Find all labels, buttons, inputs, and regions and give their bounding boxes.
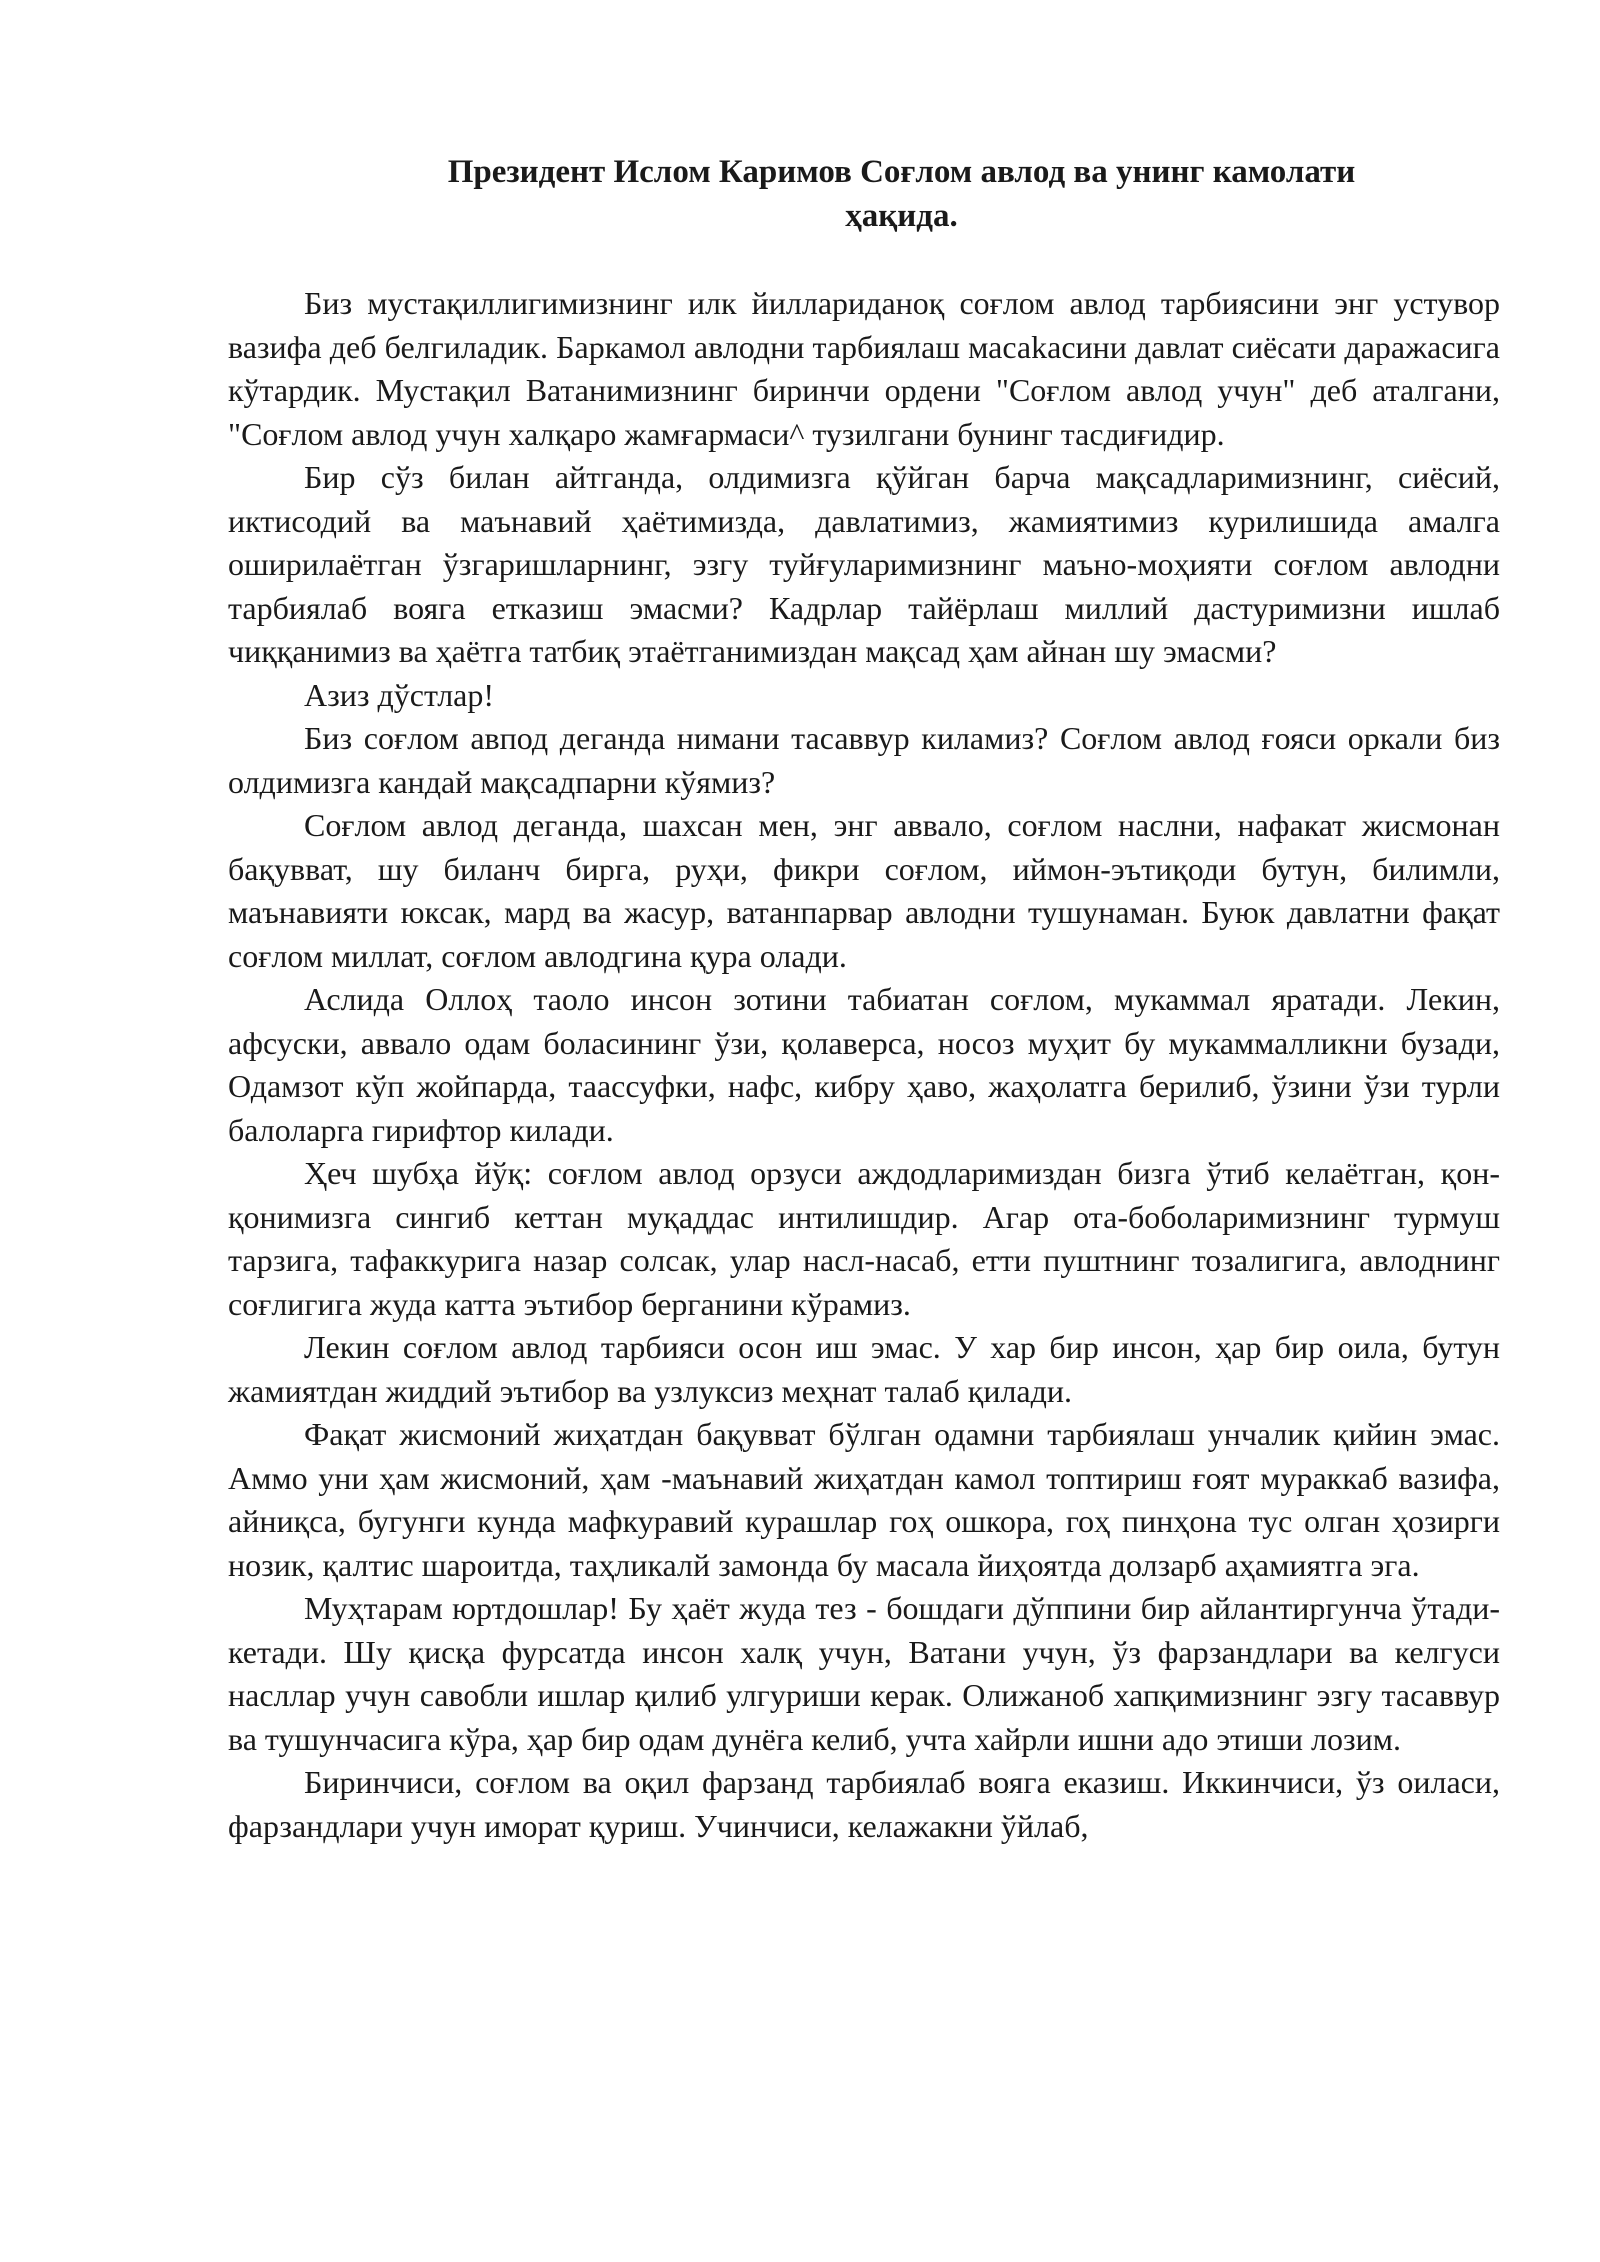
paragraph: Соғлом авлод деганда, шахсан мен, энг аввало, соғлом наслни, нафакат жисмонан бақувват, шу биланч бирга, руҳи, фикри соғлом, иймон-эътиқоди бутун, билимли, маънавияти юксак, мард ва жасур, ватанпарвар авлодни тушунаман. Буюк давлатни фақат соғлом миллат, соғлом авлодгина қура олади. <box>228 807 1500 974</box>
document-body <box>228 282 1500 1848</box>
title-line-1: Президент Ислом Каримов Соғлом авлод ва унинг камолати <box>447 154 1356 190</box>
paragraph: Бир сўз билан айтганда, олдимизга қўйган барча мақсадларимизнинг, сиёсий, иктисодий ва маънавий ҳаётимизда, давлатимиз, жамиятимиз курилишида амалга оширилаётган ўзгаришларнинг, эзгу туйғуларимизнинг маъно-моҳияти соғлом авлодни тарбиялаб вояга етказиш эмасми? Кадрлар тайёрлаш миллий дастуримизни ишлаб чиққанимиз ва ҳаётга татбиқ этаётганимиздан мақсад ҳам айнан шу эмасми? <box>228 459 1500 669</box>
paragraph: Лекин соғлом авлод тарбияси осон иш эмас. У хар бир инсон, ҳар бир оила, бутун жамиятдан жиддий эътибор ва узлуксиз меҳнат талаб қилади. <box>228 1329 1500 1409</box>
page-title <box>228 150 1500 238</box>
paragraph: Аслида Оллоҳ таоло инсон зотини табиатан соғлом, мукаммал яратади. Лекин, афсуски, аввало одам боласининг ўзи, қолаверса, носоз муҳит бу мукаммалликни бузади, Одамзот кўп жойпарда, таассуфки, нафс, кибру ҳаво, жаҳолатга берилиб, ўзини ўзи турли балоларга гирифтор килади. <box>228 981 1500 1148</box>
paragraph: Муҳтарам юртдошлар! Бу ҳаёт жуда тез - бошдаги дўппини бир айлантиргунча ўтади-кетади. Шу қисқа фурсатда инсон халқ учун, Ватани учун, ўз фарзандлари ва келгуси насллар учун савобли ишлар қилиб улгуриши керак. Олижаноб хапқимизнинг эзгу тасаввур ва тушунчасига кўра, ҳар бир одам дунёга келиб, учта хайрли ишни адо этиши лозим. <box>228 1590 1500 1757</box>
title-line-2: ҳақида. <box>845 198 958 234</box>
paragraph: Азиз дўстлар! <box>304 676 495 713</box>
paragraph: Биз мустақиллигимизнинг илк йиллариданоқ соғлом авлод тарбиясини энг устувор вазифа деб белгиладик. Баркамол авлодни тарбиялаш масаkасини давлат сиёсати даражасига кўтардик. Мустақил Ватанимизнинг биринчи ордени "Соғлом авлод учун" деб аталгани, "Соғлом авлод учун халқаро жамғармаси^ тузилгани бунинг тасдиғидир. <box>228 285 1500 452</box>
paragraph: Биз соғлом авпод деганда нимани тасаввур киламиз? Соғлом авлод ғояси оркали биз олдимизга кандай мақсадпарни кўямиз? <box>228 720 1500 800</box>
paragraph: Фақат жисмоний жиҳатдан бақувват бўлган одамни тарбиялаш унчалик қийин эмас. Аммо уни ҳам жисмоний, ҳам -маънавий жиҳатдан камол топтириш ғоят мураккаб вазифа, айниқса, бугунги кунда мафкуравий курашлар гоҳ ошкора, гоҳ пинҳона тус олган ҳозирги нозик, қалтис шароитда, таҳликалй замонда бу масала йиҳоятда долзарб аҳамиятга эга. <box>228 1416 1500 1583</box>
paragraph: Биринчиси, соғлом ва оқил фарзанд тарбиялаб вояга еказиш. Иккинчиси, ўз оиласи, фарзандлари учун иморат қуриш. Учинчиси, келажакни ўйлаб, <box>228 1764 1500 1844</box>
paragraph: Ҳеч шубҳа йўқ: соғлом авлод орзуси аждодларимиздан бизга ўтиб келаётган, қон-қонимизга сингиб кеттан муқаддас интилишдир. Агар ота-боболаримизнинг турмуш тарзига, тафаккурига назар солсак, улар насл-насаб, етти пуштнинг тозалигига, авлоднинг соғлигига жуда катта эътибор берганини кўрамиз. <box>228 1155 1500 1322</box>
